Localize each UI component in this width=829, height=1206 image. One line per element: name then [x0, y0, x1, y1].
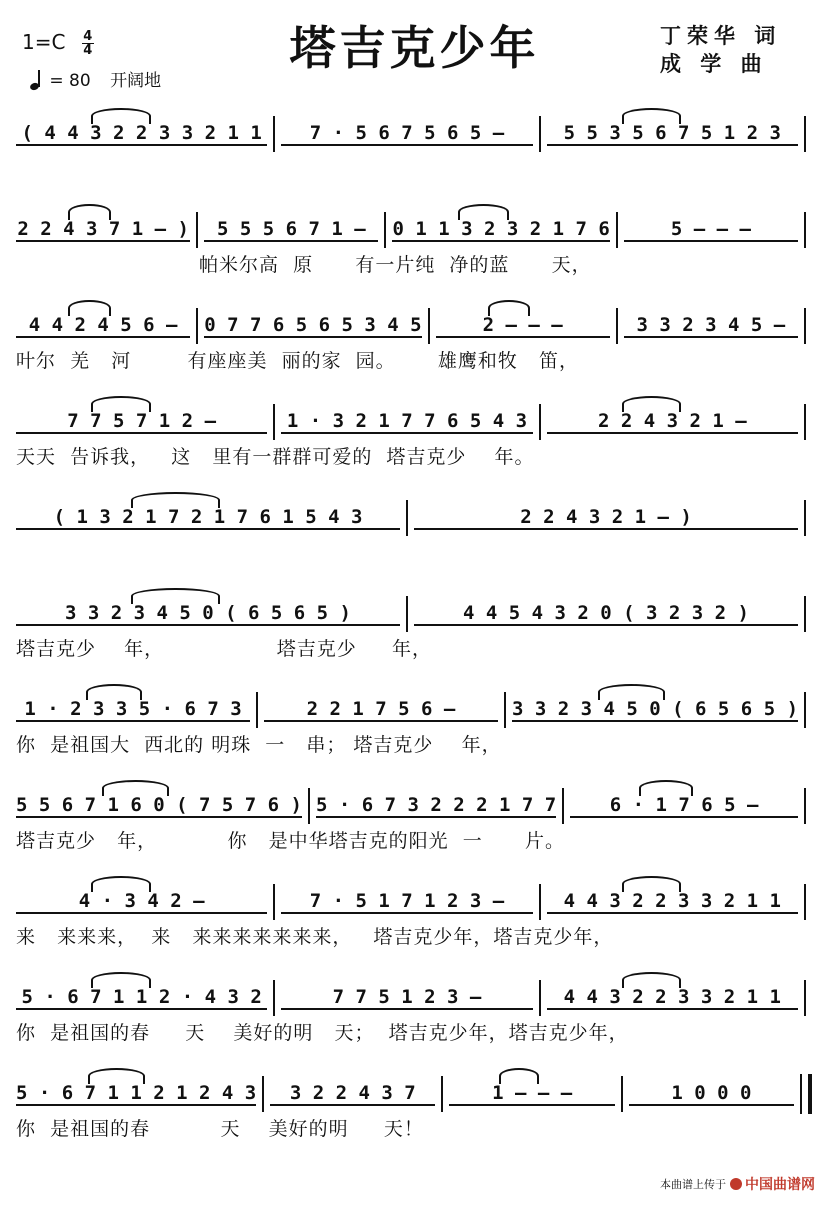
barline [504, 692, 506, 728]
barline [804, 980, 806, 1016]
measure: 5 5 6 7 1 6 0 ( 7 5 7 6 ) [16, 794, 302, 818]
barline [262, 1076, 264, 1112]
measure: ( 4 4 3 2 2 3 3 2 1 1 [16, 122, 267, 146]
meter-top: 4 [83, 29, 93, 44]
notation-line [16, 408, 812, 436]
measure: 0 1 1 3 2 3 2 1 7 6 [392, 218, 609, 242]
slur-mark [622, 876, 681, 892]
score-system [16, 782, 812, 878]
final-barline [800, 1074, 812, 1114]
lyric-line: 天天 告诉我， 这 里有一群群可爱的 塔吉克少 年。 [16, 446, 535, 468]
barline [616, 212, 618, 248]
measure: 4 4 3 2 2 3 3 2 1 1 [547, 986, 798, 1010]
score-system [16, 494, 812, 590]
score-system [16, 590, 812, 686]
barline [273, 884, 275, 920]
measure: 6 · 1 7 6 5 – [570, 794, 798, 818]
meter-bottom: 4 [83, 43, 93, 58]
slur-mark [91, 108, 150, 124]
score-system [16, 878, 812, 974]
measure: 3 3 2 3 4 5 0 ( 6 5 6 5 ) [512, 698, 798, 722]
measure: 5 · 6 7 3 2 2 2 1 7 7 [315, 794, 557, 816]
measure: 2 2 4 3 2 1 – [547, 410, 798, 434]
slur-mark [91, 396, 150, 412]
site-logo[interactable] [730, 1174, 815, 1194]
slur-mark [499, 1068, 539, 1084]
notation-line [16, 888, 812, 916]
song-title: 塔吉克少年 [289, 21, 540, 75]
measure: 2 2 1 7 5 6 – [264, 698, 498, 722]
score-system [16, 302, 812, 398]
score-system [16, 110, 812, 206]
slur-mark [639, 780, 693, 796]
notation-line [16, 984, 812, 1012]
measure: 7 · 5 6 7 5 6 5 – [281, 122, 532, 146]
barline [384, 212, 386, 248]
lyric-line: 你 是祖国大 西北的 明珠 一 串； 塔吉克少 年， [16, 734, 502, 756]
barline [804, 788, 806, 824]
score-system [16, 206, 812, 302]
score-system [16, 974, 812, 1070]
slur-mark [91, 876, 150, 892]
measure: 2 2 4 3 2 1 – ) [414, 506, 798, 530]
barline [539, 884, 541, 920]
barline [196, 308, 198, 344]
barline [539, 404, 541, 440]
barline [256, 692, 258, 728]
measure: 5 5 3 5 6 7 5 1 2 3 [547, 122, 798, 146]
barline [539, 116, 541, 152]
lyric-line: 你 是祖国的春 天 美好的明 天； 塔吉克少年，塔吉克少年， [16, 1022, 629, 1044]
lyric-line: 来 来来来， 来 来来来来来来来， 塔吉克少年，塔吉克少年， [16, 926, 614, 948]
measure: 5 · 6 7 1 1 2 · 4 3 2 [16, 986, 267, 1010]
slur-mark [68, 204, 110, 220]
barline [406, 596, 408, 632]
barline [804, 404, 806, 440]
notation-line [16, 696, 812, 724]
barline [804, 884, 806, 920]
barline [562, 788, 564, 824]
notation-line [16, 1080, 812, 1108]
measure: 7 7 5 1 2 3 – [281, 986, 532, 1010]
measure: 4 · 3 4 2 – [16, 890, 267, 914]
notation-line [16, 216, 812, 244]
notation-line [16, 120, 812, 148]
lyric-line: 叶尔 羌 河 有座座美 丽的家 园。 雄鹰和牧 笛， [16, 350, 580, 372]
notation-line [16, 792, 812, 820]
score-system [16, 686, 812, 782]
slur-mark [622, 108, 681, 124]
measure: 4 4 3 2 2 3 3 2 1 1 [547, 890, 798, 914]
measure: ( 1 3 2 1 7 2 1 7 6 1 5 4 3 [16, 506, 400, 530]
score-body [16, 110, 812, 1166]
expression-mark: 开阔地 [110, 71, 162, 91]
slur-mark [86, 684, 141, 700]
measure: 3 3 2 3 4 5 0 ( 6 5 6 5 ) [16, 602, 400, 626]
tempo-value: = 80 [49, 71, 91, 91]
measure: 5 · 6 7 1 1 2 1 2 4 3 [16, 1082, 256, 1106]
notation-line [16, 312, 812, 340]
barline [273, 980, 275, 1016]
measure: 1 – – – [449, 1082, 614, 1106]
measure: 1 0 0 0 [629, 1082, 794, 1106]
measure: 5 5 5 6 7 1 – [204, 218, 378, 242]
lyric-line: 塔吉克少 年， 你 是中华塔吉克的阳光 一 片。 [16, 830, 565, 852]
credits [660, 22, 781, 78]
measure: 2 2 4 3 7 1 – ) [16, 218, 190, 242]
barline [616, 308, 618, 344]
score-system [16, 1070, 812, 1166]
barline [804, 692, 806, 728]
site-logo-icon [730, 1178, 742, 1190]
barline [804, 308, 806, 344]
lyric-line: 塔吉克少 年， 塔吉克少 年， [16, 638, 432, 660]
slur-mark [598, 684, 665, 700]
measure: 1 · 3 2 1 7 7 6 5 4 3 [281, 410, 532, 434]
barline [804, 212, 806, 248]
score-system [16, 398, 812, 494]
slur-mark [131, 492, 219, 508]
slur-mark [91, 972, 150, 988]
barline [308, 788, 310, 824]
measure: 7 7 5 7 1 2 – [16, 410, 267, 434]
barline [804, 500, 806, 536]
barline [196, 212, 198, 248]
slur-mark [88, 1068, 145, 1084]
slur-mark [131, 588, 219, 604]
barline [621, 1076, 623, 1112]
upload-text: 本曲谱上传于 [660, 1178, 726, 1191]
slur-mark [102, 780, 169, 796]
footer [660, 1174, 815, 1194]
composer-credit: 成 学 曲 [660, 52, 768, 76]
notation-line [16, 504, 812, 532]
measure: 4 4 2 4 5 6 – [16, 314, 190, 338]
slur-mark [68, 300, 110, 316]
slur-mark [458, 204, 510, 220]
barline [273, 404, 275, 440]
measure: 7 · 5 1 7 1 2 3 – [281, 890, 532, 914]
slur-mark [488, 300, 530, 316]
barline [441, 1076, 443, 1112]
barline [406, 500, 408, 536]
barline [273, 116, 275, 152]
lyricist-credit: 丁荣华 词 [660, 24, 782, 48]
slur-mark [622, 972, 681, 988]
notation-line [16, 600, 812, 628]
site-name: 中国曲谱网 [745, 1177, 815, 1193]
slur-mark [622, 396, 681, 412]
measure: 3 3 2 3 4 5 – [624, 314, 798, 338]
barline [804, 596, 806, 632]
barline [804, 116, 806, 152]
barline [428, 308, 430, 344]
measure: 5 – – – [624, 218, 798, 242]
key-text: 1=C [22, 30, 66, 54]
lyric-line: 帕米尔高 原 有一片纯 净的蓝 天， [16, 254, 592, 276]
measure: 4 4 5 4 3 2 0 ( 3 2 3 2 ) [414, 602, 798, 626]
measure: 1 · 2 3 3 5 · 6 7 3 [16, 698, 250, 722]
measure: 0 7 7 6 5 6 5 3 4 5 [204, 314, 422, 336]
lyric-line: 你 是祖国的春 天 美好的明 天！ [16, 1118, 424, 1140]
barline [539, 980, 541, 1016]
measure: 2 – – – [436, 314, 610, 338]
measure: 3 2 2 4 3 7 [270, 1082, 435, 1106]
